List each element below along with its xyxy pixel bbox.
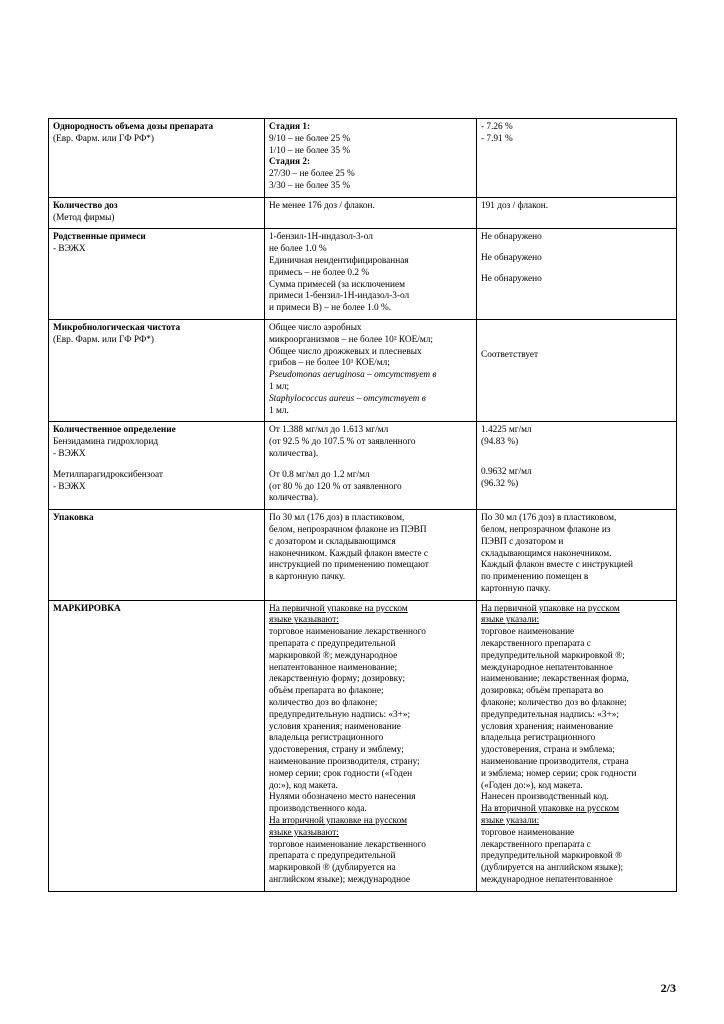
parameter-cell: Микробиологическая чистота (Евр. Фарм. или ГФ РФ*) <box>49 319 265 421</box>
result-cell: Не обнаружено Не обнаружено Не обнаружено <box>477 229 677 320</box>
table-row <box>49 319 677 421</box>
specification-table <box>48 118 677 892</box>
result-cell: Соответствует <box>477 319 677 421</box>
specification-cell: На первичной упаковке на русском языке указывают: торговое наименование лекарственного препарата с предупредительной маркировкой ®; международное непатентованное наименование; лекарственную форму; дозировку; объём препарата во флаконе; количество доз во флаконе; предупредительную надпись: «3+»; условия хранения; наименование владельца регистрационного удостоверения, страну и эмблему; наименование производителя, страну; номер серии; срок годности («Годен до:»), код макета. Нулями обозначено место нанесения производственного кода. На вторичной упаковке на русском языке указывают: торговое наименование лекарственного препарата с предупредительной маркировкой ® (дублируется на английском языке); международное <box>265 600 477 891</box>
specification-cell: По 30 мл (176 доз) в пластиковом, белом, непрозрачном флаконе из ПЭВП с дозатором и складывающимся наконечником. Каждый флакон вместе с инструкцией по применению помещают в картонную пачку. <box>265 510 477 601</box>
specification-cell: Общее число аэробных микроорганизмов – не более 10² КОЕ/мл; Общее число дрожжевых и плесневых грибов – не более 10¹ КОЕ/мл; Pseudomonas aeruginosa – отсутствует в 1 мл; Staphylococcus aureus – отсутствует в 1 мл. <box>265 319 477 421</box>
result-cell: По 30 мл (176 доз) в пластиковом, белом, непрозрачном флаконе из ПЭВП с дозатором и складывающимся наконечником. Каждый флакон вместе с инструкцией по применению помещен в картонную пачку. <box>477 510 677 601</box>
parameter-cell: Родственные примеси - ВЭЖХ <box>49 229 265 320</box>
specification-cell: От 1.388 мг/мл до 1.613 мг/мл (от 92.5 % до 107.5 % от заявленного количества). От 0.8 мг/мл до 1.2 мг/мл (от 80 % до 120 % от заявленного количества). <box>265 422 477 510</box>
parameter-cell: Однородность объема дозы препарата (Евр. Фарм. или ГФ РФ*) <box>49 119 265 198</box>
table-row <box>49 510 677 601</box>
result-cell: - 7.26 % - 7.91 % <box>477 119 677 198</box>
result-cell: 1.4225 мг/мл (94.83 %) 0.9632 мг/мл (96.32 %) <box>477 422 677 510</box>
table-row <box>49 600 677 891</box>
page-number: 2/3 <box>660 981 676 995</box>
table-body <box>49 119 677 892</box>
specification-cell: Не менее 176 доз / флакон. <box>265 197 477 229</box>
table-row <box>49 229 677 320</box>
specification-cell: Стадия 1: 9/10 – не более 25 % 1/10 – не более 35 % Стадия 2: 27/30 – не более 25 % 3/30 – не более 35 % <box>265 119 477 198</box>
parameter-cell: Количество доз (Метод фирмы) <box>49 197 265 229</box>
specification-cell: 1-бензил-1Н-индазол-3-ол не более 1.0 % Единичная неидентифицированная примесь – не более 0.2 % Сумма примесей (за исключением примеси 1-бензил-1Н-индазол-3-ол и примеси В) – не более 1.0 %. <box>265 229 477 320</box>
table-row <box>49 197 677 229</box>
parameter-cell: Количественное определение Бензидамина гидрохлорид - ВЭЖХ Метилпарагидроксибензоат - ВЭЖХ <box>49 422 265 510</box>
table-row <box>49 422 677 510</box>
parameter-cell: МАРКИРОВКА <box>49 600 265 891</box>
table-row <box>49 119 677 198</box>
parameter-cell: Упаковка <box>49 510 265 601</box>
result-cell: 191 доз / флакон. <box>477 197 677 229</box>
result-cell: На первичной упаковке на русском языке указали: торговое наименование лекарственного препарата с предупредительной маркировкой ®; международное непатентованное наименование; лекарственная форма, дозировка; объём препарата во флаконе; количество доз во флаконе; предупредительная надпись: «3+»; условия хранения; наименование владельца регистрационного удостоверения, страна и эмблема; наименование производителя, страна и эмблема; номер серии; срок годности («Годен до:»), код макета. Нанесен производственный код. На вторичной упаковке на русском языке указали: торговое наименование лекарственного препарата с предупредительной маркировкой ® (дублируется на английском языке); международное непатентованное <box>477 600 677 891</box>
